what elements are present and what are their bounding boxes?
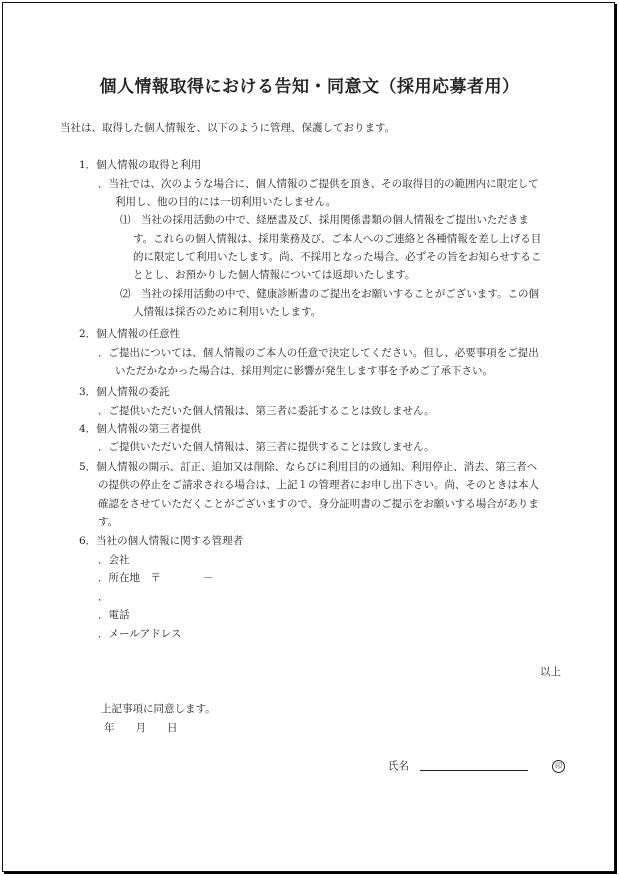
consent-text: 上記事項に同意します。 xyxy=(101,703,216,715)
section-1-item-2: 人情報は採否のために利用いたします。 xyxy=(133,306,322,318)
section-5-text: 確認をさせていただくことがございますので、身分証明書のご提示をお願いする場合がありま xyxy=(98,498,539,510)
closing-text: 以上 xyxy=(540,666,561,678)
section-2-heading: 2．個人情報の任意性 xyxy=(79,328,181,340)
date-field: 年 月 日 xyxy=(104,722,178,734)
section-1-text: ．当社では、次のような場合に、個人情報のご提供を頂き、その取得目的の範囲内に限定して xyxy=(98,178,539,190)
section-2-text: ．ご提出については、個人情報のご本人の任意で決定してください。但し、必要事項をご提出 xyxy=(98,347,539,359)
manager-company: ．会社 xyxy=(98,554,130,566)
section-1-text: 利用し、他の目的には一切利用いたしません。 xyxy=(115,196,337,208)
intro-text: 当社は、取得した個人情報を、以下のように管理、保護しております。 xyxy=(60,122,396,134)
section-5-text: 5．個人情報の開示、訂正、追加又は削除、ならびに利用目的の通知、利用停止、消去、第三者へ xyxy=(79,461,538,473)
section-5-text: の提供の停止をご請求される場合は、上記１の管理者にお申し出下さい。尚、そのときは本人 xyxy=(98,479,539,491)
seal-mark-icon: 印 xyxy=(552,760,565,773)
section-4-heading: 4．個人情報の第三者提供 xyxy=(79,423,202,435)
section-4-text: ．ご提供いただいた個人情報は、第三者に提供することは致しません。 xyxy=(98,441,435,453)
section-6-heading: 6．当社の個人情報に関する管理者 xyxy=(79,535,244,547)
section-1-item-1: 的に限定して利用いたします。尚、不採用となった場合、必ずその旨をお知らせするこ xyxy=(133,251,542,263)
manager-blank-line: ． xyxy=(98,591,109,603)
section-3-heading: 3．個人情報の委託 xyxy=(79,386,170,398)
name-label: 氏名 xyxy=(388,760,409,772)
section-1-heading: 1．個人情報の取得と利用 xyxy=(79,159,202,171)
section-2-text: いただかなかった場合は、採用判定に影響が発生します事を予めご了承下さい。 xyxy=(115,365,493,377)
section-1-item-1: す。これらの個人情報は、採用業務及び、ご本人へのご連絡と各種情報を差し上げる目 xyxy=(133,233,542,245)
signature-line xyxy=(420,770,528,771)
manager-phone: ．電話 xyxy=(98,609,130,621)
section-1-item-1: ととし、お預かりした個人情報については返却いたします。 xyxy=(133,269,416,281)
manager-email: ．メールアドレス xyxy=(98,628,182,640)
section-5-text: す。 xyxy=(98,516,119,528)
manager-address: ．所在地 〒 － xyxy=(98,572,214,584)
document-title: 個人情報取得における告知・同意文（採用応募者用） xyxy=(99,77,520,97)
section-1-item-2: ⑵ 当社の採用活動の中で、健康診断書のご提出をお願いすることがございます。この個 xyxy=(120,288,539,300)
section-1-item-1: ⑴ 当社の採用活動の中で、経歴書及び、採用関係書類の個人情報をご提出いただきま xyxy=(120,214,529,226)
section-3-text: ．ご提供いただいた個人情報は、第三者に委託することは致しません。 xyxy=(98,405,435,417)
